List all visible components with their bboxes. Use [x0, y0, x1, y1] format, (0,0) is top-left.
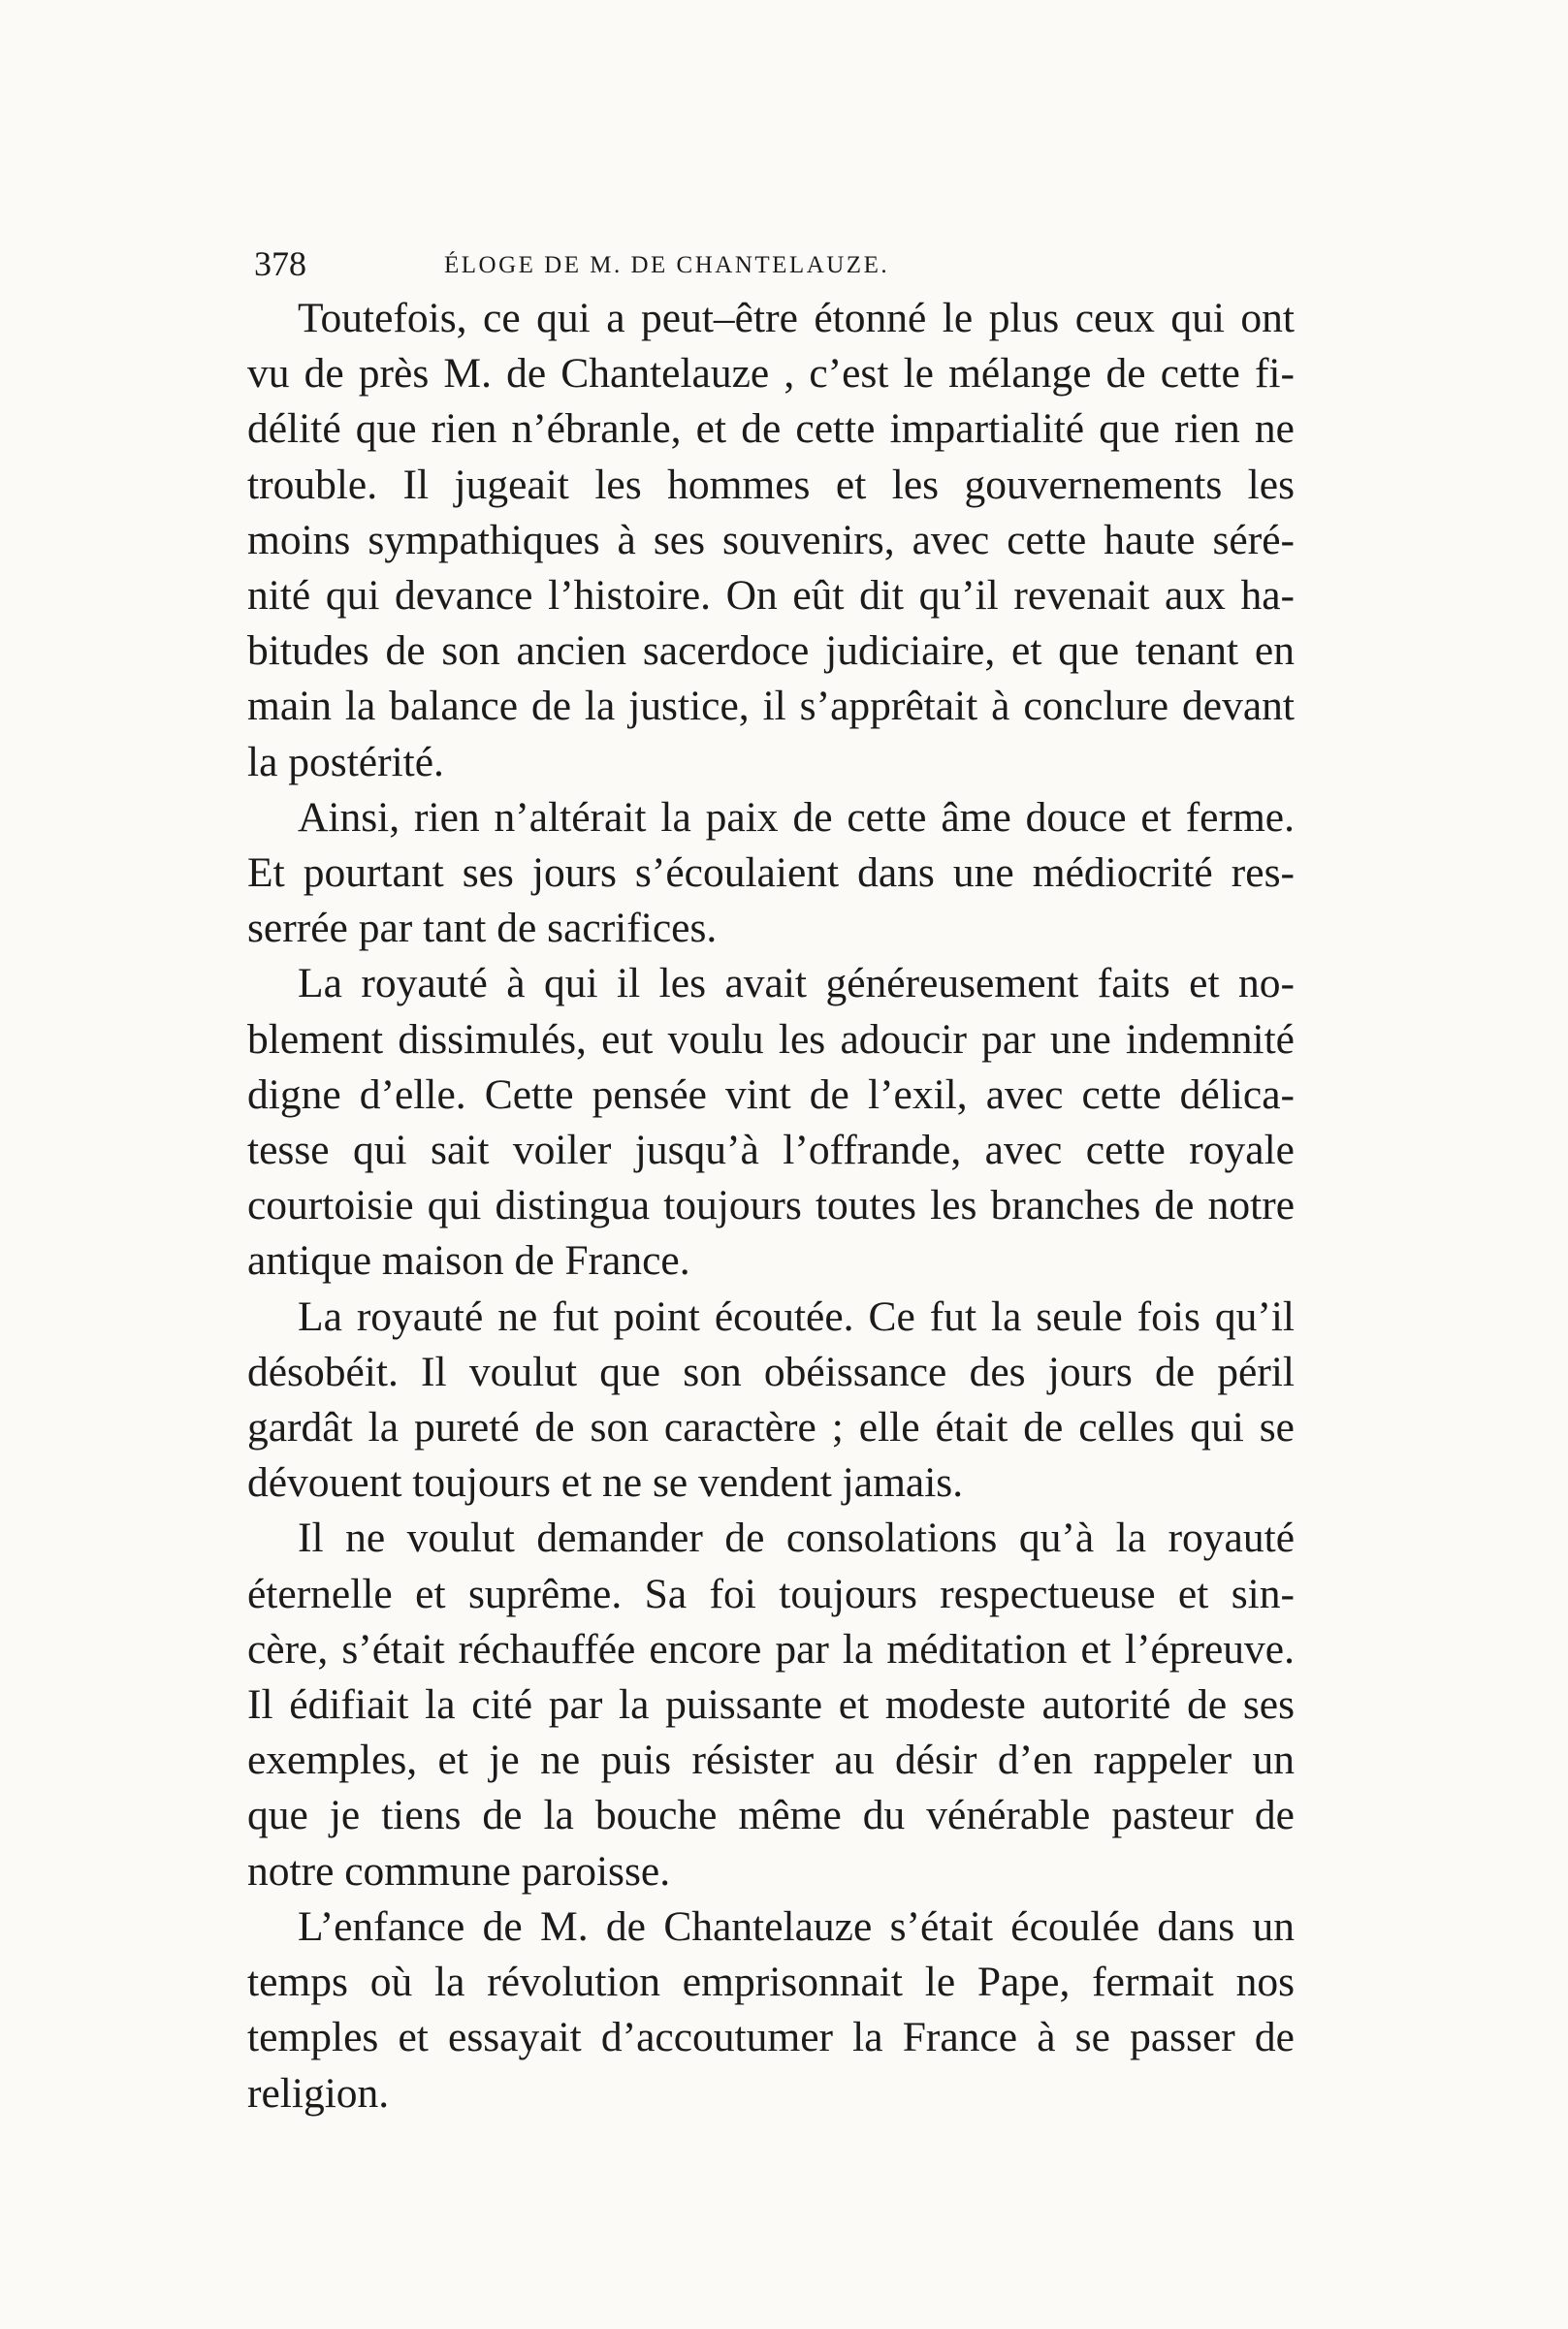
text-line: main la balance de la justice, il s’apprêtait à conclure devant — [247, 683, 1295, 730]
text-line: antique maison de France. — [247, 1237, 690, 1285]
text-line: vu de près M. de Chantelauze , c’est le mélange de cette fi- — [247, 350, 1295, 398]
text-line: digne d’elle. Cette pensée vint de l’exil, avec cette délica- — [247, 1070, 1295, 1118]
text-line: Il édifiait la cité par la puissante et modeste autorité de ses — [247, 1681, 1295, 1729]
paragraph — [247, 1511, 1295, 1898]
text-line: dévouent toujours et ne se vendent jamais. — [247, 1459, 964, 1507]
paragraph — [247, 1899, 1295, 2122]
body-text — [247, 291, 1295, 2122]
text-line: bitudes de son ancien sacerdoce judiciaire, et que tenant en — [247, 627, 1295, 675]
text-line: que je tiens de la bouche même du vénérable pasteur de — [247, 1792, 1295, 1839]
text-line: temps où la révolution emprisonnait le Pape, fermait nos — [247, 1959, 1295, 2006]
text-line: courtoisie qui distingua toujours toutes les branches de notre — [247, 1182, 1295, 1229]
page-number: 378 — [254, 244, 306, 283]
text-line: tesse qui sait voiler jusqu’à l’offrande, avec cette royale — [247, 1127, 1295, 1174]
text-line: nité qui devance l’histoire. On eût dit qu’il revenait aux ha- — [247, 572, 1295, 620]
text-line: religion. — [247, 2069, 390, 2117]
text-line: Toutefois, ce qui a peut–être étonné le plus ceux qui ont — [298, 295, 1295, 341]
text-line: blement dissimulés, eut voulu les adoucir par une indemnité — [247, 1015, 1295, 1063]
text-line: Ainsi, rien n’altérait la paix de cette âme douce et ferme. — [298, 793, 1295, 841]
text-line: La royauté ne fut point écoutée. Ce fut la seule fois qu’il — [298, 1292, 1295, 1340]
text-line: La royauté à qui il les avait généreusement faits et no- — [298, 960, 1295, 1007]
text-line: la postérité. — [247, 738, 444, 785]
running-head — [254, 239, 1296, 289]
text-line: éternelle et suprême. Sa foi toujours respectueuse et sin- — [247, 1570, 1295, 1617]
text-line: L’enfance de M. de Chantelauze s’était écoulée dans un — [298, 1902, 1295, 1950]
text-line: délité que rien n’ébranle, et de cette impartialité que rien ne — [247, 405, 1295, 453]
text-line: cère, s’était réchauffée encore par la méditation et l’épreuve. — [247, 1625, 1295, 1673]
text-line: Il ne voulut demander de consolations qu’à la royauté — [298, 1515, 1295, 1562]
paragraph — [247, 790, 1295, 957]
text-line: gardât la pureté de son caractère ; elle était de celles qui se — [247, 1404, 1295, 1452]
text-line: Et pourtant ses jours s’écoulaient dans une médiocrité res- — [247, 849, 1295, 897]
text-line: temples et essayait d’accoutumer la France à se passer de — [247, 2014, 1295, 2061]
text-line: serrée par tant de sacrifices. — [247, 905, 718, 952]
text-line: notre commune paroisse. — [247, 1847, 671, 1895]
running-title: ÉLOGE DE M. DE CHANTELAUZE. — [444, 252, 890, 278]
paragraph — [247, 1290, 1295, 1512]
text-line: moins sympathiques à ses souvenirs, avec cette haute séré- — [247, 516, 1295, 563]
text-line: trouble. Il jugeait les hommes et les gouvernements les — [247, 461, 1295, 508]
text-line: exemples, et je ne puis résister au désir d’en rappeler un — [247, 1737, 1295, 1784]
paragraph — [247, 291, 1295, 790]
paragraph — [247, 956, 1295, 1289]
text-line: désobéit. Il voulut que son obéissance des jours de péril — [247, 1348, 1295, 1395]
